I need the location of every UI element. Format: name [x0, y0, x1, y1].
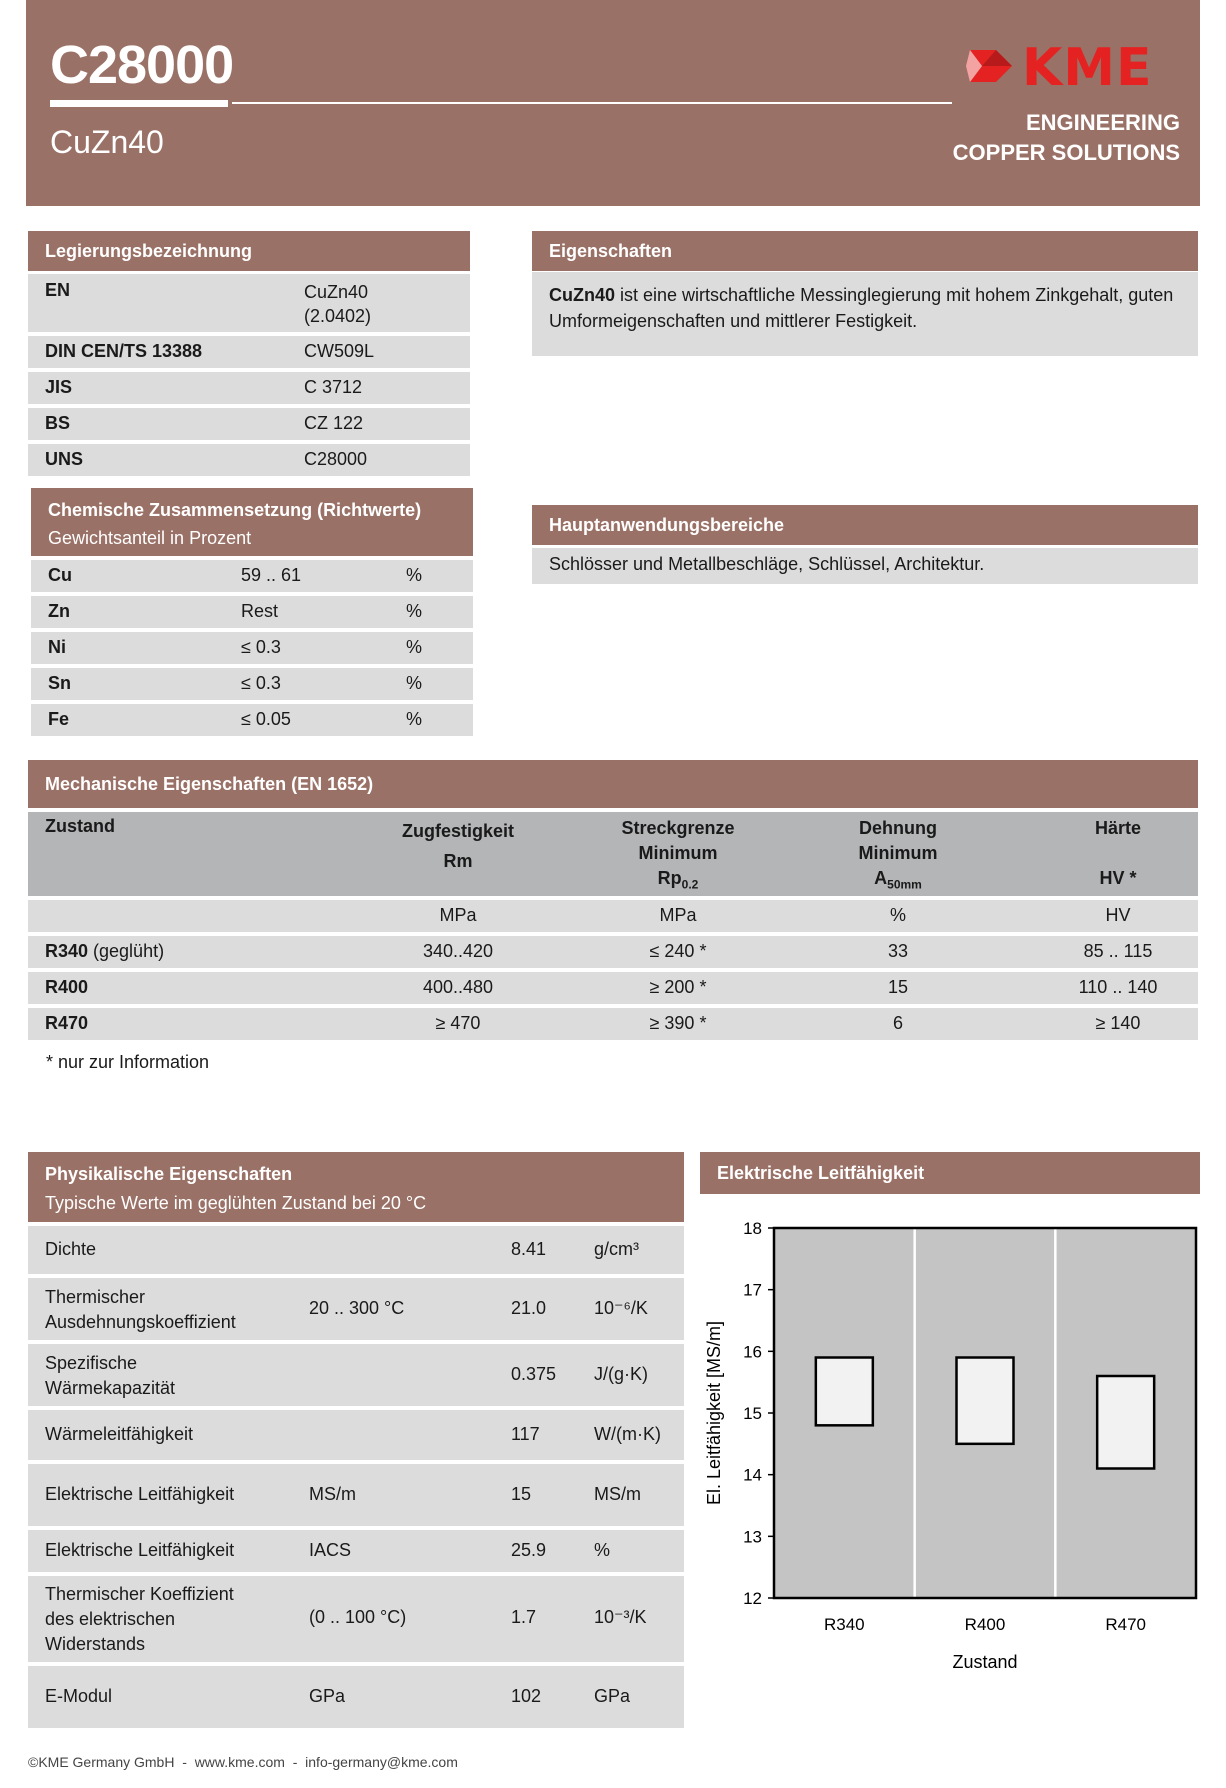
properties-heading	[532, 231, 1198, 271]
physical-row	[28, 1530, 684, 1572]
title-underline	[50, 100, 228, 107]
designation-row-din	[28, 336, 470, 368]
physical-condition: GPa	[309, 1686, 346, 1706]
physical-row	[28, 1666, 684, 1728]
physical-row	[28, 1344, 684, 1406]
col-rp-line-2: Minimum	[638, 843, 718, 863]
designation-value: CW509L	[304, 341, 375, 361]
chart-title: Elektrische Leitfähigkeit	[717, 1163, 925, 1183]
col-zustand: Zustand	[45, 816, 115, 836]
logo-mark-icon	[966, 46, 1016, 86]
composition-row	[31, 596, 473, 628]
physical-label: Elektrische Leitfähigkeit	[45, 1540, 235, 1560]
designation-value-line-1: CuZn40	[304, 282, 369, 302]
physical-label-line-2: Ausdehnungskoeffizient	[45, 1312, 236, 1332]
designation-value: C 3712	[304, 377, 363, 397]
designation-heading	[28, 231, 470, 271]
physical-label-line-1: Thermischer	[45, 1287, 146, 1307]
mechanical-row	[28, 972, 1198, 1004]
properties-body: ist eine wirtschaftliche Messinglegierung mit hohem Zinkgehalt, guten Umformeigenschaften und mittlerer Festigkeit.	[549, 285, 1174, 331]
physical-subtitle: Typische Werte im geglühten Zustand bei 20 °C	[45, 1193, 427, 1213]
y-tick-label: 12	[743, 1589, 762, 1608]
physical-title: Physikalische Eigenschaften	[45, 1164, 293, 1184]
unit-rm: MPa	[439, 905, 477, 925]
mechanical-row	[28, 1008, 1198, 1040]
element-symbol: Zn	[48, 601, 70, 621]
col-a-subscript: 50mm	[887, 877, 922, 892]
applications-text: Schlösser und Metallbeschläge, Schlüssel, Architektur.	[532, 548, 1198, 584]
composition-row	[31, 704, 473, 736]
designation-row-jis	[28, 372, 470, 404]
physical-condition: MS/m	[309, 1484, 356, 1504]
alloy-name: CuZn40	[50, 124, 164, 160]
physical-label-line-1: Spezifische	[45, 1353, 138, 1373]
element-unit: %	[406, 637, 423, 657]
logo-text: KME	[1022, 38, 1153, 98]
physical-label	[45, 1285, 236, 1335]
physical-value: 117	[511, 1424, 540, 1444]
y-tick-label: 15	[743, 1404, 762, 1423]
unit-hv: HV	[1105, 905, 1131, 925]
range-bar	[816, 1358, 873, 1426]
physical-row	[28, 1226, 684, 1274]
y-tick-label: 18	[743, 1219, 762, 1238]
physical-row	[28, 1278, 684, 1340]
physical-row	[28, 1464, 684, 1526]
applications-title: Hauptanwendungsbereiche	[549, 515, 785, 535]
chart-heading	[700, 1152, 1200, 1194]
col-a-line-1: Dehnung	[859, 818, 937, 838]
a-value: 33	[887, 941, 909, 961]
element-value: 59 .. 61	[241, 565, 302, 585]
col-hv-line-1: Härte	[1094, 818, 1142, 838]
physical-condition: 20 .. 300 °C	[309, 1298, 405, 1318]
rp-value: ≤ 240 *	[649, 941, 707, 961]
state-label: R400	[45, 977, 89, 997]
rp-value: ≥ 390 *	[649, 1013, 707, 1033]
designation-label: JIS	[45, 377, 73, 397]
composition-heading	[31, 488, 473, 556]
designation-value	[304, 280, 371, 328]
physical-value: 25.9	[511, 1540, 547, 1560]
physical-label: Dichte	[45, 1239, 97, 1259]
y-tick-label: 13	[743, 1527, 762, 1547]
physical-unit: g/cm³	[594, 1239, 639, 1259]
element-unit: %	[406, 601, 423, 621]
composition-row	[31, 560, 473, 592]
tagline	[953, 108, 1180, 168]
col-hv-line-2: HV *	[1099, 868, 1137, 888]
footer-sep: -	[174, 1754, 195, 1770]
physical-label	[45, 1351, 175, 1401]
element-value: Rest	[241, 601, 279, 621]
designation-label: DIN CEN/TS 13388	[45, 341, 203, 361]
a-value: 6	[892, 1013, 903, 1033]
state-cell	[45, 977, 88, 998]
state-cell	[45, 1013, 88, 1034]
composition-title: Chemische Zusammensetzung (Richtwerte)	[48, 500, 422, 520]
designation-value: C28000	[304, 449, 368, 469]
footer-web-link[interactable]: www.kme.com	[194, 1754, 285, 1770]
y-tick-label: 17	[743, 1280, 762, 1300]
col-hv-spacer	[988, 841, 1226, 866]
designation-value: CZ 122	[304, 413, 364, 433]
col-rp-line-1: Streckgrenze	[621, 818, 735, 838]
element-value: ≤ 0.3	[241, 637, 281, 657]
alloy-code: C28000	[50, 35, 234, 95]
physical-condition: IACS	[309, 1540, 352, 1560]
properties-lead: CuZn40	[549, 285, 616, 305]
element-symbol: Ni	[48, 637, 66, 657]
physical-label-line-2: Wärmekapazität	[45, 1378, 176, 1398]
rm-value: 340..420	[422, 941, 494, 961]
a-value: 15	[887, 977, 909, 997]
element-value: ≤ 0.3	[241, 673, 281, 693]
footer-sep: -	[284, 1754, 306, 1770]
unit-a: %	[889, 905, 906, 925]
y-tick-label: 14	[743, 1465, 762, 1485]
physical-label: Wärmeleitfähigkeit	[45, 1424, 194, 1444]
physical-label-line-3: Widerstands	[45, 1634, 146, 1654]
mechanical-footnote: * nur zur Information	[46, 1052, 210, 1072]
state-label: R470	[45, 1013, 89, 1033]
unit-rp: MPa	[659, 905, 697, 925]
x-tick-label: R400	[964, 1615, 1006, 1634]
properties-text	[532, 272, 1198, 356]
state-note: (geglüht)	[88, 941, 165, 961]
physical-unit: GPa	[594, 1686, 631, 1706]
conductivity-chart	[700, 1196, 1200, 1676]
x-tick-label: R470	[1105, 1615, 1146, 1634]
element-unit: %	[406, 565, 423, 585]
physical-value: 102	[511, 1686, 542, 1706]
mechanical-column-header	[28, 812, 1198, 896]
physical-unit: 10⁻³/K	[594, 1607, 647, 1627]
designation-label: BS	[45, 413, 71, 433]
footer	[28, 1754, 458, 1770]
physical-condition: (0 .. 100 °C)	[309, 1607, 407, 1627]
physical-row	[28, 1576, 684, 1662]
hv-value: ≥ 140	[1095, 1013, 1141, 1033]
footer-mail-link[interactable]: info-germany@kme.com	[305, 1754, 458, 1770]
range-bar	[1097, 1376, 1154, 1469]
col-hv	[988, 816, 1226, 891]
header-rule	[232, 102, 952, 104]
state-label: R340	[45, 941, 89, 961]
physical-unit: 10⁻⁶/K	[594, 1298, 648, 1318]
kme-logo	[966, 38, 1186, 98]
physical-unit: MS/m	[594, 1484, 641, 1504]
hv-value: 110 .. 140	[1078, 977, 1158, 997]
composition-subtitle: Gewichtsanteil in Prozent	[48, 528, 252, 548]
designation-label: UNS	[45, 449, 84, 469]
applications-heading	[532, 505, 1198, 545]
designation-value-line-2: (2.0402)	[304, 306, 372, 326]
state-cell	[45, 941, 164, 962]
rp-value: ≥ 200 *	[649, 977, 707, 997]
physical-value: 15	[511, 1484, 532, 1504]
physical-unit: J/(g·K)	[594, 1364, 648, 1384]
mechanical-title: Mechanische Eigenschaften (EN 1652)	[45, 774, 374, 794]
designation-row-en	[28, 274, 470, 332]
physical-label	[45, 1582, 234, 1657]
x-axis-label: Zustand	[952, 1652, 1018, 1672]
mechanical-row	[28, 936, 1198, 968]
physical-value: 21.0	[511, 1298, 547, 1318]
element-unit: %	[406, 673, 423, 693]
physical-label-line-1: Thermischer Koeffizient	[45, 1584, 234, 1604]
composition-row	[31, 668, 473, 700]
element-unit: %	[406, 709, 423, 729]
physical-unit: %	[594, 1540, 611, 1560]
col-rm-line-2: Rm	[443, 851, 473, 871]
properties-title: Eigenschaften	[549, 241, 673, 261]
physical-value: 8.41	[511, 1239, 547, 1259]
physical-value: 0.375	[511, 1364, 557, 1384]
physical-label: E-Modul	[45, 1686, 113, 1706]
designation-title: Legierungsbezeichnung	[45, 241, 253, 261]
rm-value: ≥ 470	[435, 1013, 481, 1033]
mechanical-heading	[28, 760, 1198, 808]
col-rp-subscript: 0.2	[681, 877, 699, 892]
element-value: ≤ 0.05	[241, 709, 291, 729]
tagline-line-2: COPPER SOLUTIONS	[952, 140, 1180, 165]
y-axis-label: El. Leitfähigkeit [MS/m]	[704, 1320, 724, 1506]
physical-row	[28, 1410, 684, 1460]
col-rm-line-1: Zugfestigkeit	[401, 821, 514, 841]
physical-heading	[28, 1152, 684, 1222]
physical-value: 1.7	[511, 1607, 537, 1627]
hv-value: 85 .. 115	[1083, 941, 1153, 961]
rm-value: 400..480	[422, 977, 494, 997]
physical-label-line-2: des elektrischen	[45, 1609, 176, 1629]
col-a-symbol: A	[874, 868, 888, 888]
element-symbol: Fe	[48, 709, 70, 729]
header-banner	[26, 0, 1200, 206]
composition-row	[31, 632, 473, 664]
range-bar	[957, 1358, 1014, 1444]
col-a-line-2: Minimum	[858, 843, 938, 863]
physical-unit: W/(m·K)	[594, 1424, 661, 1444]
tagline-line-1: ENGINEERING	[1025, 110, 1180, 135]
designation-row-bs	[28, 408, 470, 440]
physical-label: Elektrische Leitfähigkeit	[45, 1484, 235, 1504]
y-tick-label: 16	[743, 1342, 762, 1362]
designation-label: EN	[45, 280, 71, 300]
x-tick-label: R340	[824, 1615, 865, 1634]
designation-row-uns	[28, 444, 470, 476]
mechanical-units-row	[28, 900, 1198, 932]
col-rp-symbol: Rp	[657, 868, 682, 888]
element-symbol: Cu	[48, 565, 72, 585]
footer-company: ©KME Germany GmbH	[28, 1754, 175, 1770]
element-symbol: Sn	[48, 673, 72, 693]
